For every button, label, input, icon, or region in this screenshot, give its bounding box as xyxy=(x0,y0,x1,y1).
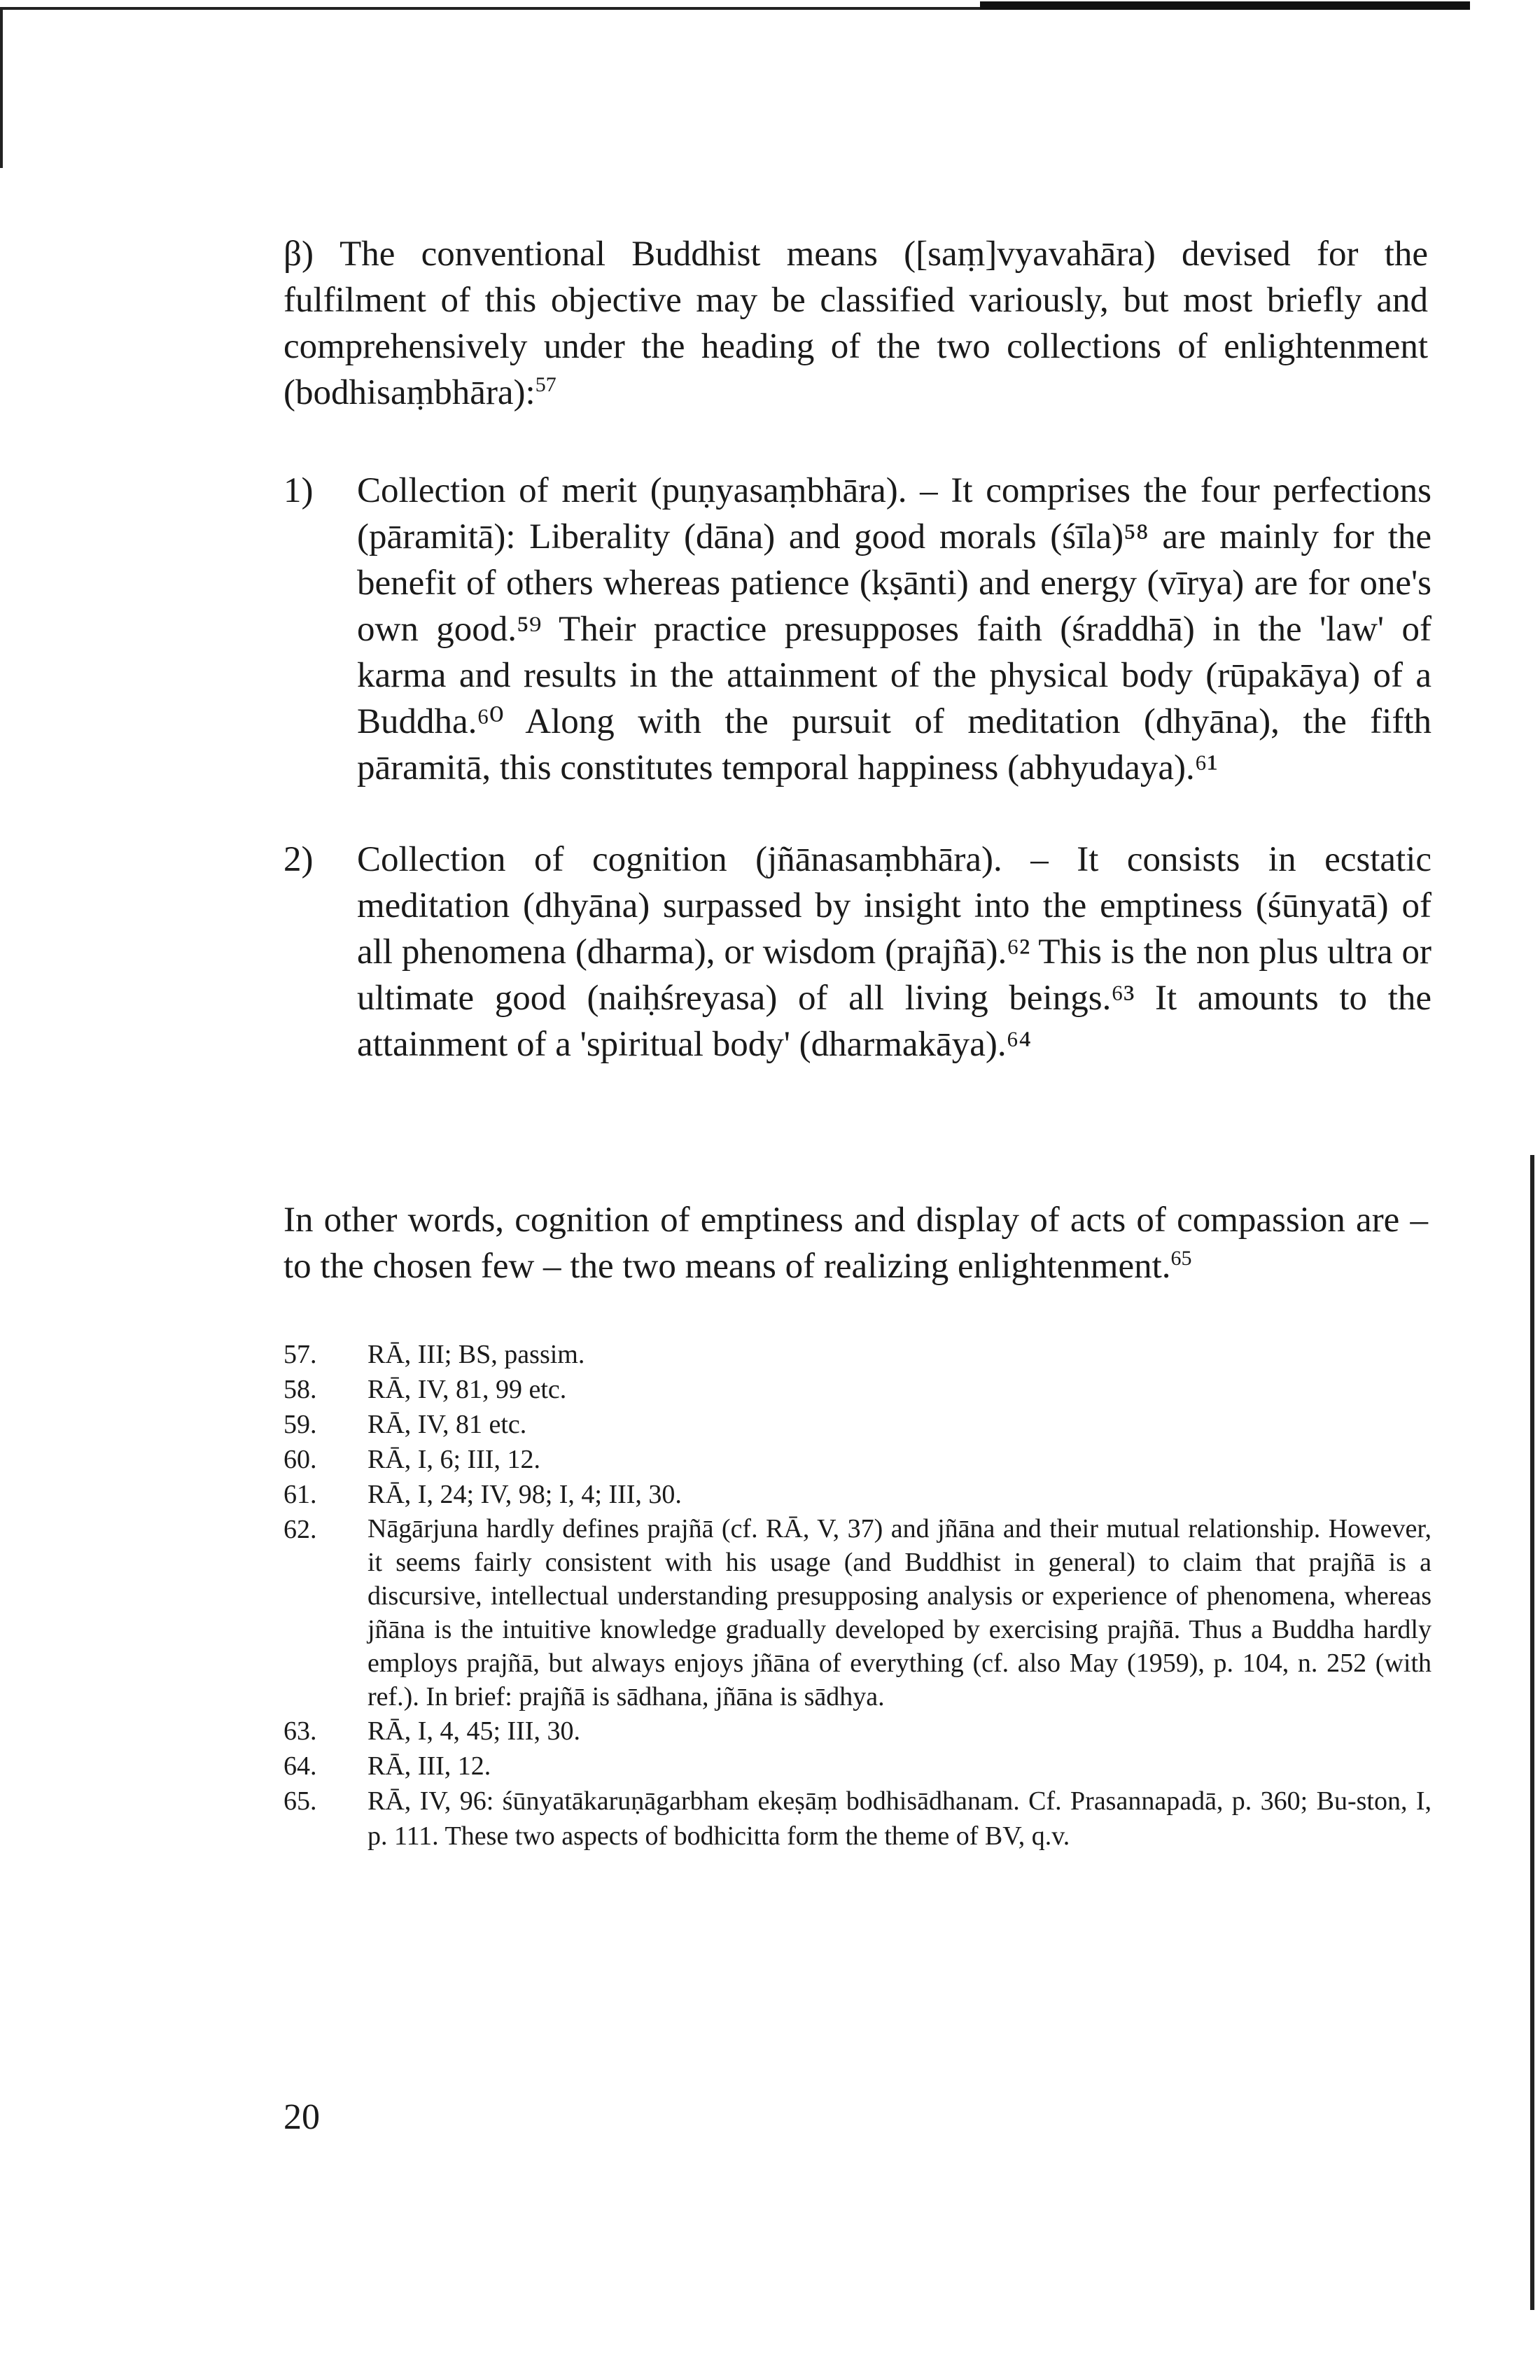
item-1-number: 1) xyxy=(284,471,314,510)
collection-list-item-1 xyxy=(284,468,1432,791)
footnote-text: RĀ, I, 4, 45; III, 30. xyxy=(368,1716,580,1746)
collection-list-item-2 xyxy=(284,836,1432,1068)
footnote-text: RĀ, IV, 96: śūnyatākaruṇāgarbham ekeṣāṃ bodhisādhanam. Cf. Prasannapadā, p. 360; Bu-ston, I, p. 111. These two aspects of bodhicitta form the theme of BV, q.v. xyxy=(368,1786,1432,1851)
footnote xyxy=(284,1372,1432,1407)
footnote xyxy=(284,1784,1432,1854)
footnote-number: 62. xyxy=(284,1515,317,1544)
scan-edge-top-thick xyxy=(980,1,1470,10)
footnote xyxy=(284,1714,1432,1749)
footnote-number: 58. xyxy=(284,1375,317,1404)
footnote-text: RĀ, III, 12. xyxy=(368,1751,491,1781)
footnote-text: RĀ, IV, 81 etc. xyxy=(368,1410,527,1439)
footnote-text: RĀ, IV, 81, 99 etc. xyxy=(368,1375,567,1404)
footnote-number: 57. xyxy=(284,1340,317,1369)
conclusion-text: In other words, cognition of emptiness and display of acts of compassion are – to the chosen few – the two means of realizing enlightenment. xyxy=(284,1200,1428,1286)
footnote xyxy=(284,1337,1432,1372)
footnote-number: 60. xyxy=(284,1445,317,1474)
footnote xyxy=(284,1512,1432,1714)
item-1-text: Collection of merit (puṇyasaṃbhāra). – It comprises the four perfections (pāramitā): Liberality (dāna) and good morals (śīla)⁵⁸ are mainly for the benefit of others whereas patience (kṣānti) and energy (vīrya) are for one's own good.⁵⁹ Their practice presupposes faith (śraddhā) in the 'law' of karma and results in the attainment of the physical body (rūpakāya) of a Buddha.⁶⁰ Along with the pursuit of meditation (dhyāna), the fifth pāramitā, this constitutes temporal happiness (abhyudaya).⁶¹ xyxy=(357,471,1432,788)
page-number: 20 xyxy=(284,2097,320,2137)
footnote-number: 61. xyxy=(284,1480,317,1509)
intro-paragraph xyxy=(284,231,1428,416)
footnote-text: RĀ, I, 24; IV, 98; I, 4; III, 30. xyxy=(368,1480,682,1509)
footnote-text: RĀ, III; BS, passim. xyxy=(368,1340,585,1369)
item-2-text: Collection of cognition (jñānasaṃbhāra). – It consists in ecstatic meditation (dhyāna) surpassed by insight into the emptiness (śūnyatā) of all phenomena (dharma), or wisdom (prajñā).⁶² This is the non plus ultra or ultimate good (naiḥśreyasa) of all living beings.⁶³ It amounts to the attainment of a 'spiritual body' (dharmakāya).⁶⁴ xyxy=(357,840,1432,1064)
conclusion-paragraph xyxy=(284,1197,1428,1289)
item-2-number: 2) xyxy=(284,840,314,879)
footnote-text: RĀ, I, 6; III, 12. xyxy=(368,1445,540,1474)
footnote-number: 64. xyxy=(284,1751,317,1781)
footnote-number: 63. xyxy=(284,1716,317,1746)
footnote xyxy=(284,1442,1432,1477)
intro-text: β) The conventional Buddhist means ([saṃ]vyavahāra) devised for the fulfilment of this objective may be classified variously, but most briefly and comprehensively under the heading of the two collections of enlightenment (bodhisaṃbhāra): xyxy=(284,234,1428,412)
footnote-text: Nāgārjuna hardly defines prajñā (cf. RĀ, V, 37) and jñāna and their mutual relationship. However, it seems fairly consistent with his usage (and Buddhist in general) to claim that prajñā is a discursive, intellectual understanding presupposing analysis or experience of phenomena, whereas jñāna is the intuitive knowledge gradually developed by exercising prajñā. Thus a Buddha hardly employs prajñā, but always enjoys jñāna of everything (cf. also May (1959), p. 104, n. 252 (with ref.). In brief: prajñā is sādhana, jñāna is sādhya. xyxy=(368,1514,1432,1712)
footnote-number: 59. xyxy=(284,1410,317,1439)
scan-edge-left xyxy=(0,7,3,168)
scan-edge-right xyxy=(1530,1155,1534,2310)
footnote xyxy=(284,1749,1432,1784)
conclusion-footnote-ref: 65 xyxy=(1170,1247,1192,1270)
footnote-number: 65. xyxy=(284,1786,317,1816)
footnote xyxy=(284,1477,1432,1512)
footnote xyxy=(284,1407,1432,1442)
footnotes xyxy=(284,1337,1432,1854)
intro-footnote-ref: 57 xyxy=(535,373,556,396)
